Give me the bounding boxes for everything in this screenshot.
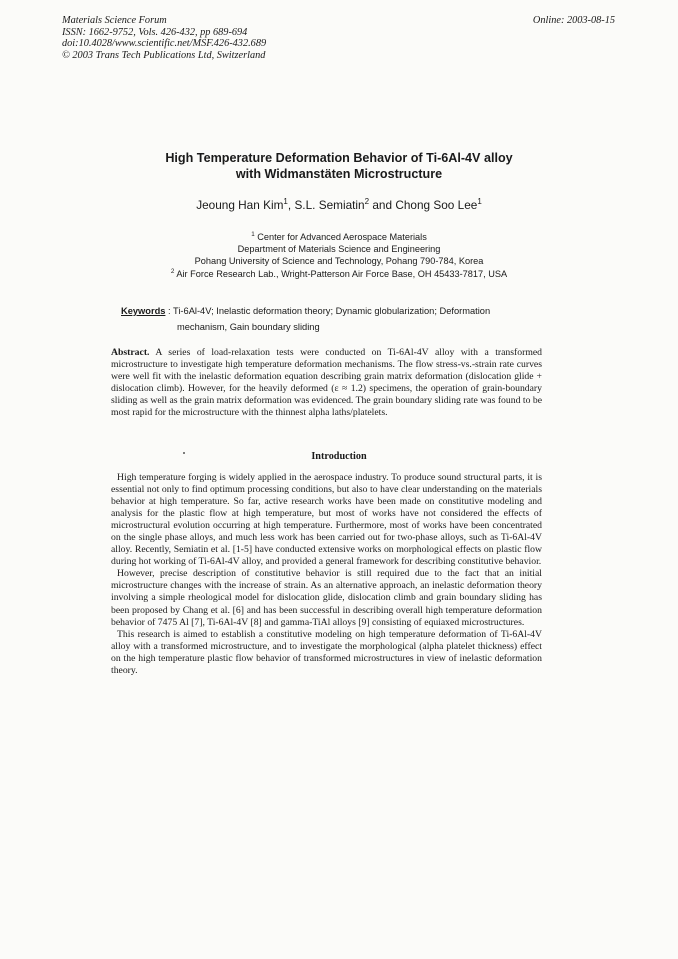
author-name: S.L. Semiatin: [294, 198, 365, 212]
scan-speck: [183, 452, 185, 454]
issn-line: ISSN: 1662-9752, Vols. 426-432, pp 689-694: [62, 26, 248, 38]
keywords-text: Ti-6Al-4V; Inelastic deformation theory; Dynamic globularization; Deformation: [173, 306, 491, 316]
online-date: Online: 2003-08-15: [532, 15, 615, 26]
author-separator: and: [369, 198, 396, 212]
author-list: [0, 198, 678, 212]
author-affil-mark: 2: [364, 197, 370, 207]
affiliation-line-1: $^1$ Center for Advanced Aerospace Materials: [251, 230, 427, 242]
affil-mark: 1: [251, 230, 255, 238]
paragraph: High temperature forging is widely applied in the aerospace industry. To produce sound structural parts, it is essential not only to find optimum processing conditions, but also to have clear understanding on the materials behavior at high temperature. So far, active research works have been made on constitutive modeling and analysis for the plastic flow at high temperature, but most of works have not considered the effects of microstructural evolution occurring at high temperature. Furthermore, most of works have been concentrated on the single phase alloys, and much less work has been carried out for two-phase alloys, such as Ti-6Al-4V alloy. Recently, Semiatin et al. [1-5] have conducted extensive works on morphological effects on plastic flow during hot working of Ti-6Al-4V alloy, and provided a general framework for describing constitutive behavior.: [111, 472, 542, 568]
abstract: [111, 347, 542, 420]
author-affil-mark: 1: [477, 197, 482, 207]
paragraph: However, precise description of constitutive behavior is still required due to the fact that an initial microstructure changes with the increase of strain. As an alternative approach, an inelastic deformation theory involving a simple rheological model for dislocation glide, dislocation climb and grain boundary sliding has been proposed by Chang et al. [6] and has been successful in describing overall high temperature deformation behavior of 7475 Al [7], Ti-6Al-4V [8] and gamma-TiAl alloys [9] consisting of equiaxed microstructures.: [111, 568, 542, 628]
copyright-line: © 2003 Trans Tech Publications Ltd, Switzerland: [62, 49, 266, 61]
affiliation-line-4: $^2$ Air Force Research Lab., Wright-Patterson Air Force Base, OH 45433-7817, USA: [170, 267, 508, 279]
abstract-text: A series of load-relaxation tests were conducted on Ti-6Al-4V alloy with a transformed microstructure to investigate high temperature deformation mechanisms. The flow stress-vs.-strain rate curves were well fit with the inelastic deformation equation describing grain matrix deformation (dislocation glide + dislocation climb). However, for the heavily deformed (ε ≈ 1.2) specimens, the operation of grain-boundary sliding as well as the grain matrix deformation was evidenced. The grain boundary sliding rate was found to be most rapid for the microstructure with the thinnest alpha laths/platelets.: [111, 347, 542, 419]
affiliations: [0, 231, 678, 280]
paper-title: [0, 150, 678, 182]
section-heading: Introduction: [311, 451, 367, 462]
keywords-separator: :: [165, 306, 174, 316]
affiliation-line-3: Pohang University of Science and Technology, Pohang 790-784, Korea: [194, 256, 484, 267]
author-affil-mark: 1: [283, 197, 288, 207]
title-line-2: with Widmanstäten Microstructure: [235, 167, 443, 181]
keywords-label: Keywords: [121, 306, 166, 316]
author-name: Chong Soo Lee: [395, 198, 478, 212]
doi-line: doi:10.4028/www.scientific.net/MSF.426-432.689: [62, 38, 267, 50]
author-name: Jeoung Han Kim: [196, 198, 284, 212]
affil-mark: 2: [170, 267, 175, 275]
journal-header: [62, 15, 266, 61]
keywords-block: [121, 304, 541, 335]
journal-name: Materials Science Forum: [62, 15, 167, 26]
affiliation-line-2: Department of Materials Science and Engineering: [237, 244, 441, 255]
title-line-1: High Temperature Deformation Behavior of Ti-6Al-4V alloy: [165, 151, 513, 165]
keywords-line-1: [121, 304, 541, 320]
keywords-line-2: mechanism, Gain boundary sliding: [177, 321, 320, 332]
abstract-label: Abstract.: [111, 347, 150, 358]
author-separator: ,: [287, 198, 295, 212]
paragraph: This research is aimed to establish a constitutive modeling on high temperature deformation of Ti-6Al-4V alloy with a transformed microstructure, and to investigate the morphological (alpha platelet thickness) effect on the high temperature plastic flow behavior of transformed microstructures in view of inelastic deformation theory.: [111, 628, 542, 676]
introduction-body: [111, 472, 542, 677]
